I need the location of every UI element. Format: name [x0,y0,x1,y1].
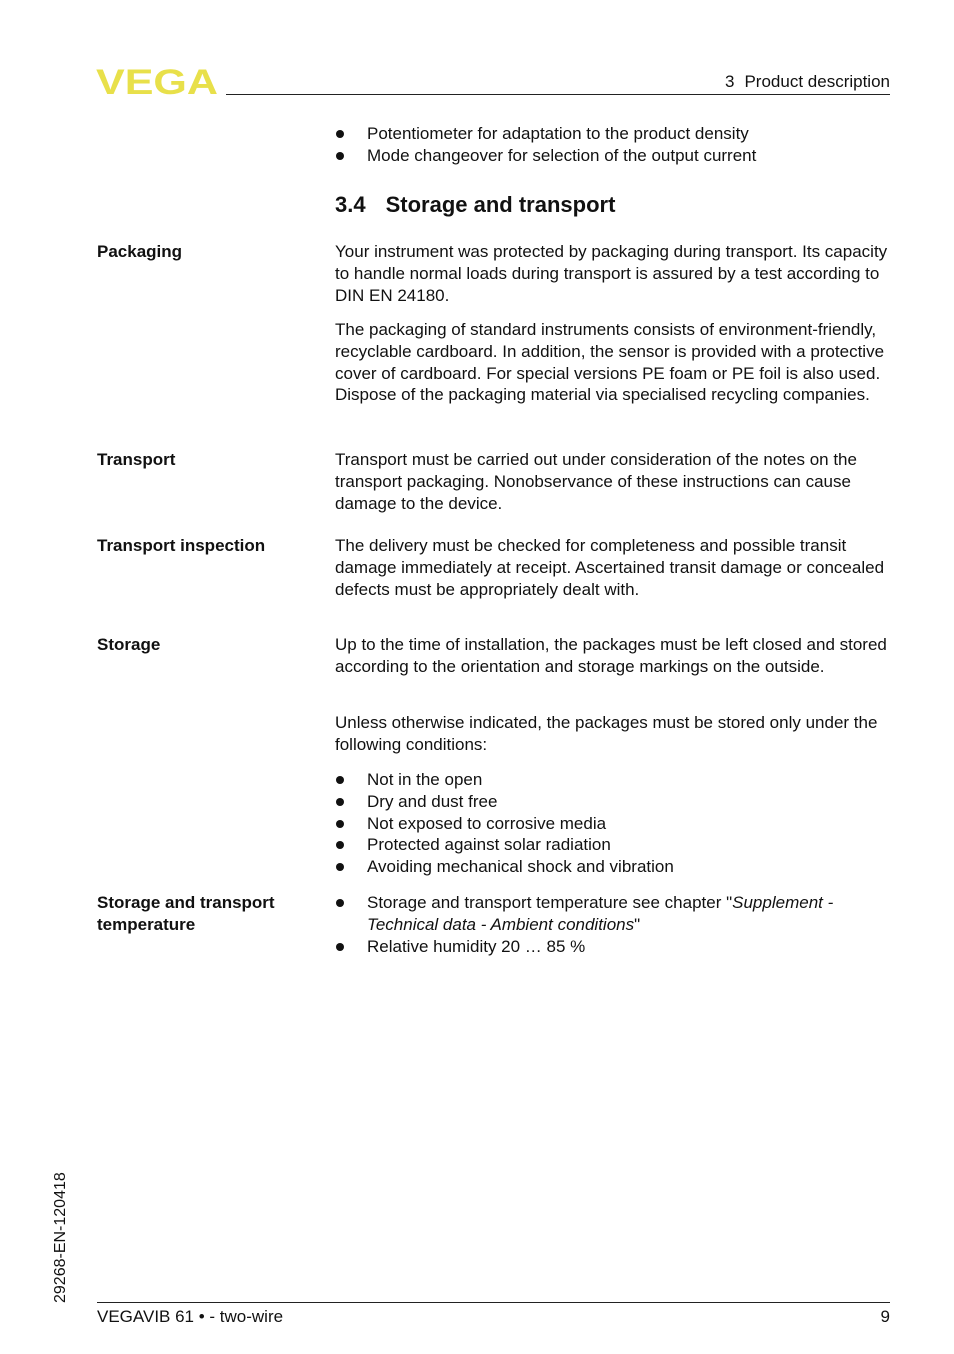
transport-inspection-paragraph: The delivery must be checked for completeness and possible transit damage immediately at receipt. Ascertained transit damage or concealed defects must be appropriately dealt with. [335,536,885,599]
heading-number: 3.4 [335,192,366,217]
section-heading [335,192,615,218]
header-rule [226,94,890,95]
list-item [335,892,891,936]
list-item: Not in the open [335,769,891,791]
list-item: Avoiding mechanical shock and vibration [335,856,891,878]
list-item: Dry and dust free [335,791,891,813]
packaging-paragraph-2: The packaging of standard instruments consists of environment-friendly, recyclable cardboard. In addition, the sensor is provided with a protective cover of cardboard. For special versions PE foam or PE foil is also used. Dispose of the packaging material via specialised recycling companies. [335,320,885,405]
section-title: Product description [744,72,890,91]
transport-paragraph: Transport must be carried out under consideration of the notes on the transport packaging. Nonobservance of these instructions can cause damage to the device. [335,450,857,513]
storage-temperature-label [97,892,317,936]
section-number: 3 [725,72,735,91]
storage-label: Storage [97,635,161,654]
transport-label: Transport [97,450,176,469]
storage-temperature-label-line-1: Storage and transport [97,893,275,912]
transport-inspection-label: Transport inspection [97,536,266,555]
list-item: Relative humidity 20 … 85 % [335,936,891,958]
storage-paragraph-1: Up to the time of installation, the packages must be left closed and stored according to the orientation and storage markings on the outside. [335,635,887,676]
list-item: Not exposed to corrosive media [335,813,891,835]
svg-text:VEGA: VEGA [96,66,218,96]
vega-logo [96,66,220,96]
footer-product: VEGAVIB 61 • - two-wire [97,1307,284,1326]
list-item: Potentiometer for adaptation to the product density [335,123,891,145]
packaging-label: Packaging [97,242,183,261]
footer-rule [97,1302,890,1303]
page-number: 9 [880,1307,890,1326]
temperature-text-suffix: " [634,914,641,934]
packaging-paragraph-1: Your instrument was protected by packaging during transport. Its capacity to handle normal loads during transport is assured by a test according to DIN EN 24180. [335,242,888,305]
list-item: Mode changeover for selection of the output current [335,145,891,167]
temperature-text-prefix: Storage and transport temperature see chapter " [367,893,733,912]
chapter-reference: Supplement - Technical data - Ambient conditions [367,893,834,934]
list-item: Protected against solar radiation [335,834,891,856]
intro-bullet-list [335,123,891,167]
storage-paragraph-2: Unless otherwise indicated, the packages must be stored only under the following conditions: [335,713,878,754]
storage-temperature-list [335,892,891,957]
header-section [725,72,890,92]
storage-conditions-list [335,769,891,878]
storage-temperature-label-line-2: temperature [97,915,196,934]
heading-title: Storage and transport [385,192,616,217]
document-number: 29268-EN-120418 [52,1172,69,1303]
